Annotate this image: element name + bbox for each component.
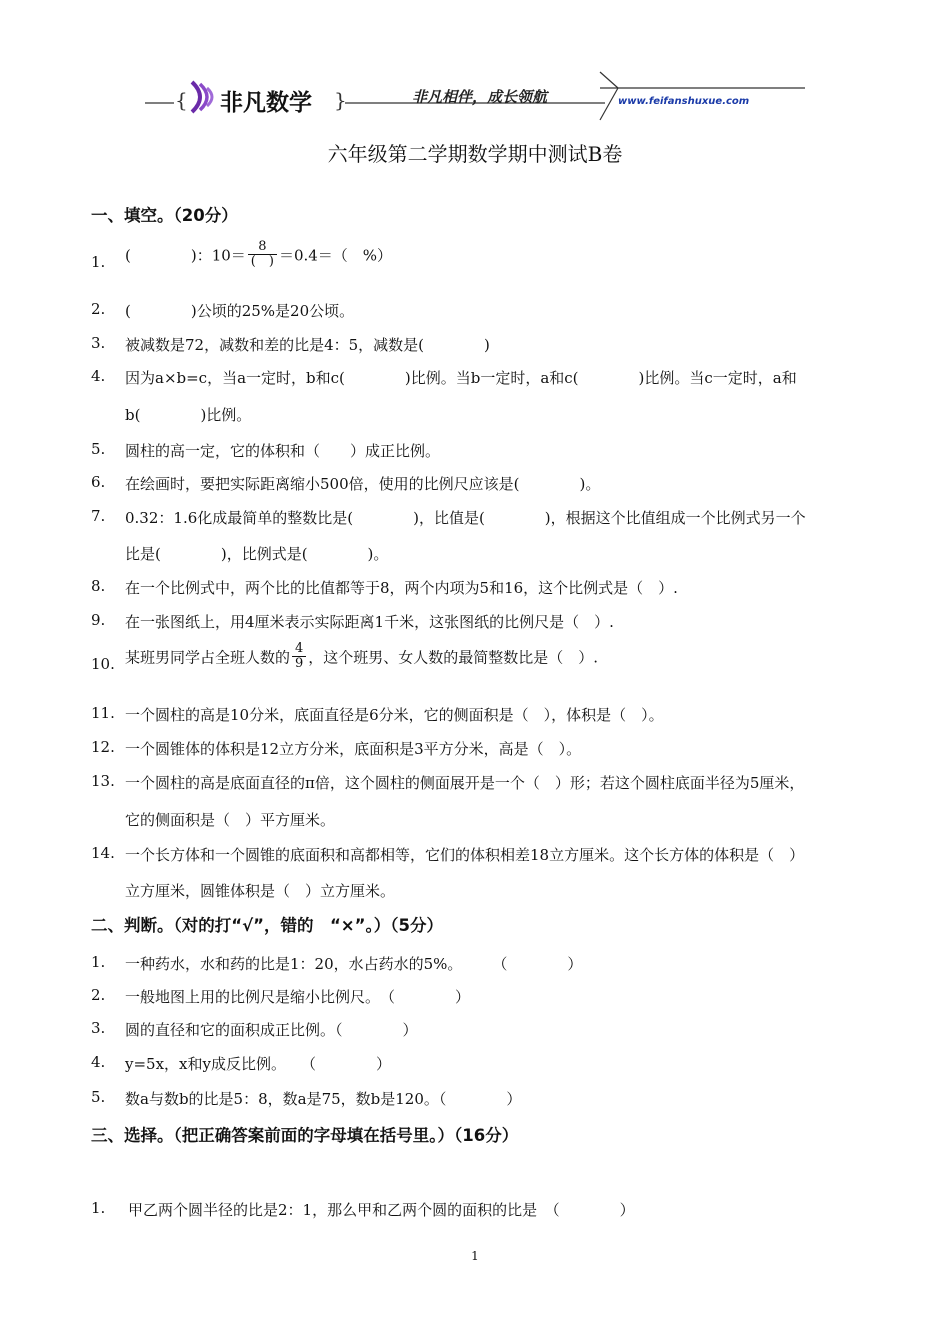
bracket-right: } (334, 88, 347, 112)
brand-logo-icon (188, 80, 218, 114)
fraction: $\frac{8}{( )}$ (248, 240, 277, 270)
page-title: 六年级第二学期数学期中测试B卷 (327, 142, 623, 166)
section-judge-heading: 二、判断。（对的打“√”，错的 “×”。）（5分） (91, 916, 443, 935)
page-number: 1 (471, 1249, 479, 1263)
bracket-left: { (175, 88, 188, 112)
question-text: ( )：10＝ (125, 246, 246, 265)
question-text: ＝0.4＝（ %） (278, 246, 393, 265)
brand-name: 非凡数学 (220, 90, 312, 116)
site-url[interactable]: www.feifanshuxue.com (618, 96, 750, 107)
question-number: 1. (91, 253, 106, 271)
section-choice-heading: 三、选择。（把正确答案前面的字母填在括号里。）（16分） (91, 1126, 519, 1145)
slogan: 非凡相伴，成长领航 (412, 88, 548, 106)
section-fill-in-heading: 一、填空。（20分） (91, 206, 238, 225)
fraction: $\frac{4}{9}$ (292, 642, 306, 672)
